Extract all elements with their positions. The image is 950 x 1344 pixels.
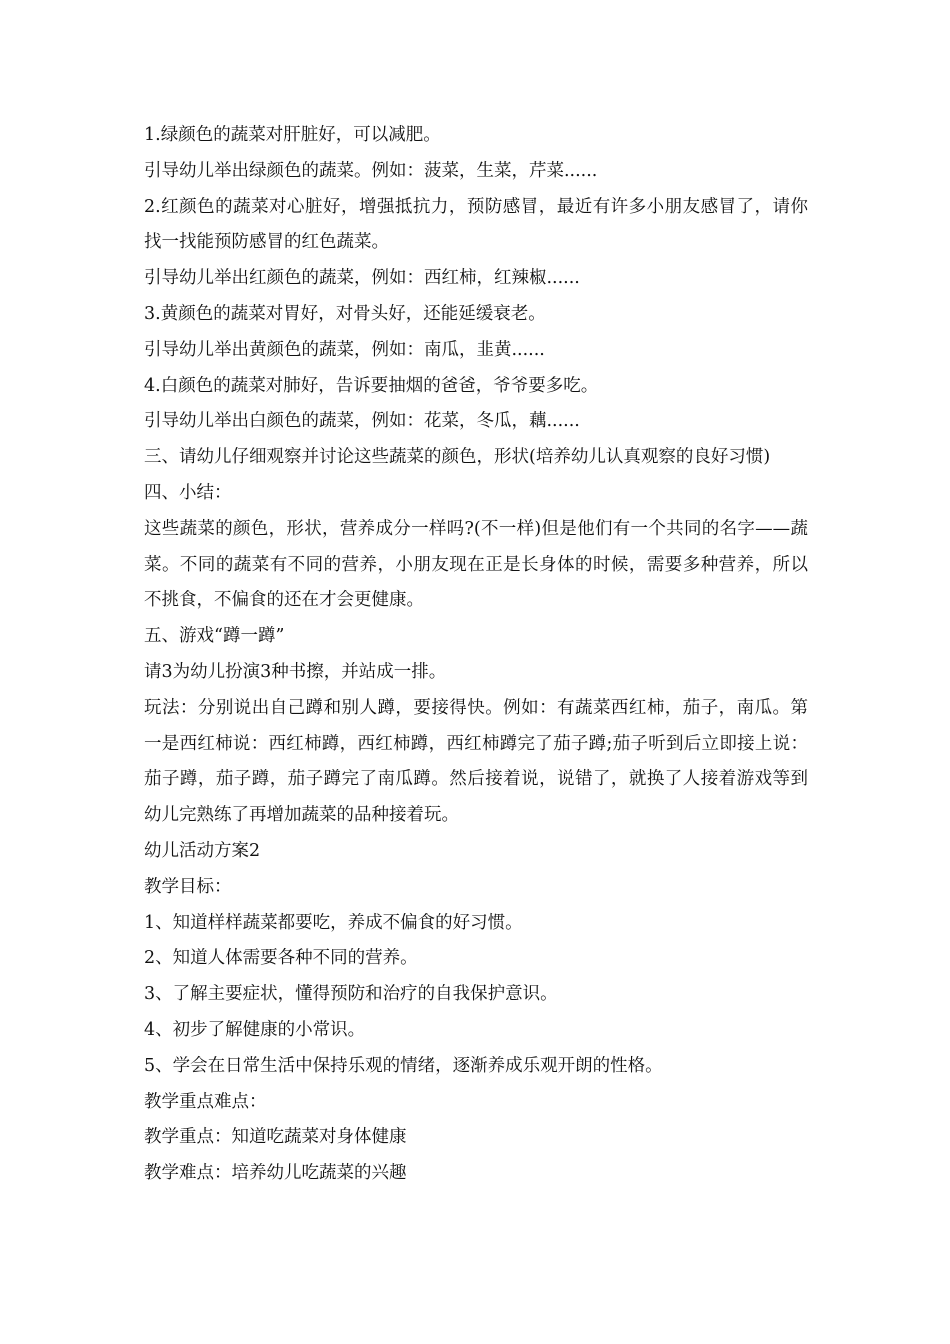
list-item: 5、学会在日常生活中保持乐观的情绪，逐渐养成乐观开朗的性格。 (144, 1055, 663, 1076)
paragraph: 引导幼儿举出绿颜色的蔬菜。例如：菠菜，生菜，芹菜...... (144, 160, 598, 181)
paragraph: 教学难点：培养幼儿吃蔬菜的兴趣 (144, 1163, 407, 1184)
section-title: 幼儿活动方案2 (144, 840, 261, 861)
paragraph: 这些蔬菜的颜色，形状，营养成分一样吗?(不一样)但是他们有一个共同的名字——蔬菜。不同的蔬菜有不同的营养，小朋友现在正是长身体的时候，需要多种营养，所以不挑食，不偏食的还在才会更健康。 (144, 518, 808, 611)
paragraph: 引导幼儿举出红颜色的蔬菜，例如：西红柿，红辣椒...... (144, 268, 580, 289)
list-item: 2、知道人体需要各种不同的营养。 (144, 948, 418, 969)
list-item: 4、初步了解健康的小常识。 (144, 1019, 366, 1040)
paragraph: 教学重点：知道吃蔬菜对身体健康 (144, 1127, 407, 1148)
list-item: 1、知道样样蔬菜都要吃，养成不偏食的好习惯。 (144, 912, 523, 933)
paragraph: 4.白颜色的蔬菜对肺好，告诉要抽烟的爸爸，爷爷要多吃。 (144, 375, 599, 396)
section-heading: 教学目标： (144, 876, 232, 897)
paragraph: 请3为幼儿扮演3种书擦，并站成一排。 (144, 661, 447, 682)
section-heading: 五、游戏“蹲一蹲” (144, 626, 285, 647)
paragraph: 3.黄颜色的蔬菜对胃好，对骨头好，还能延缓衰老。 (144, 303, 546, 324)
paragraph: 引导幼儿举出白颜色的蔬菜，例如：花菜，冬瓜，藕...... (144, 411, 580, 432)
paragraph: 2.红颜色的蔬菜对心脏好，增强抵抗力，预防感冒，最近有许多小朋友感冒了，请你找一找能预防感冒的红色蔬菜。 (144, 196, 808, 253)
list-item: 3、了解主要症状，懂得预防和治疗的自我保护意识。 (144, 984, 558, 1005)
paragraph: 玩法：分别说出自己蹲和别人蹲，要接得快。例如：有蔬菜西红柿，茄子，南瓜。第一是西红柿说：西红柿蹲，西红柿蹲，西红柿蹲完了茄子蹲;茄子听到后立即接上说：茄子蹲，茄子蹲，茄子蹲完了南瓜蹲。然后接着说，说错了，就换了人接着游戏等到幼儿完熟练了再增加蔬菜的品种接着玩。 (144, 697, 808, 826)
section-heading: 三、请幼儿仔细观察并讨论这些蔬菜的颜色，形状(培养幼儿认真观察的良好习惯) (144, 447, 771, 468)
section-heading: 教学重点难点： (144, 1091, 267, 1112)
document-body (144, 118, 808, 1192)
paragraph: 引导幼儿举出黄颜色的蔬菜，例如：南瓜，韭黄...... (144, 339, 545, 360)
paragraph: 1.绿颜色的蔬菜对肝脏好，可以减肥。 (144, 125, 441, 145)
section-heading: 四、小结： (144, 482, 232, 503)
